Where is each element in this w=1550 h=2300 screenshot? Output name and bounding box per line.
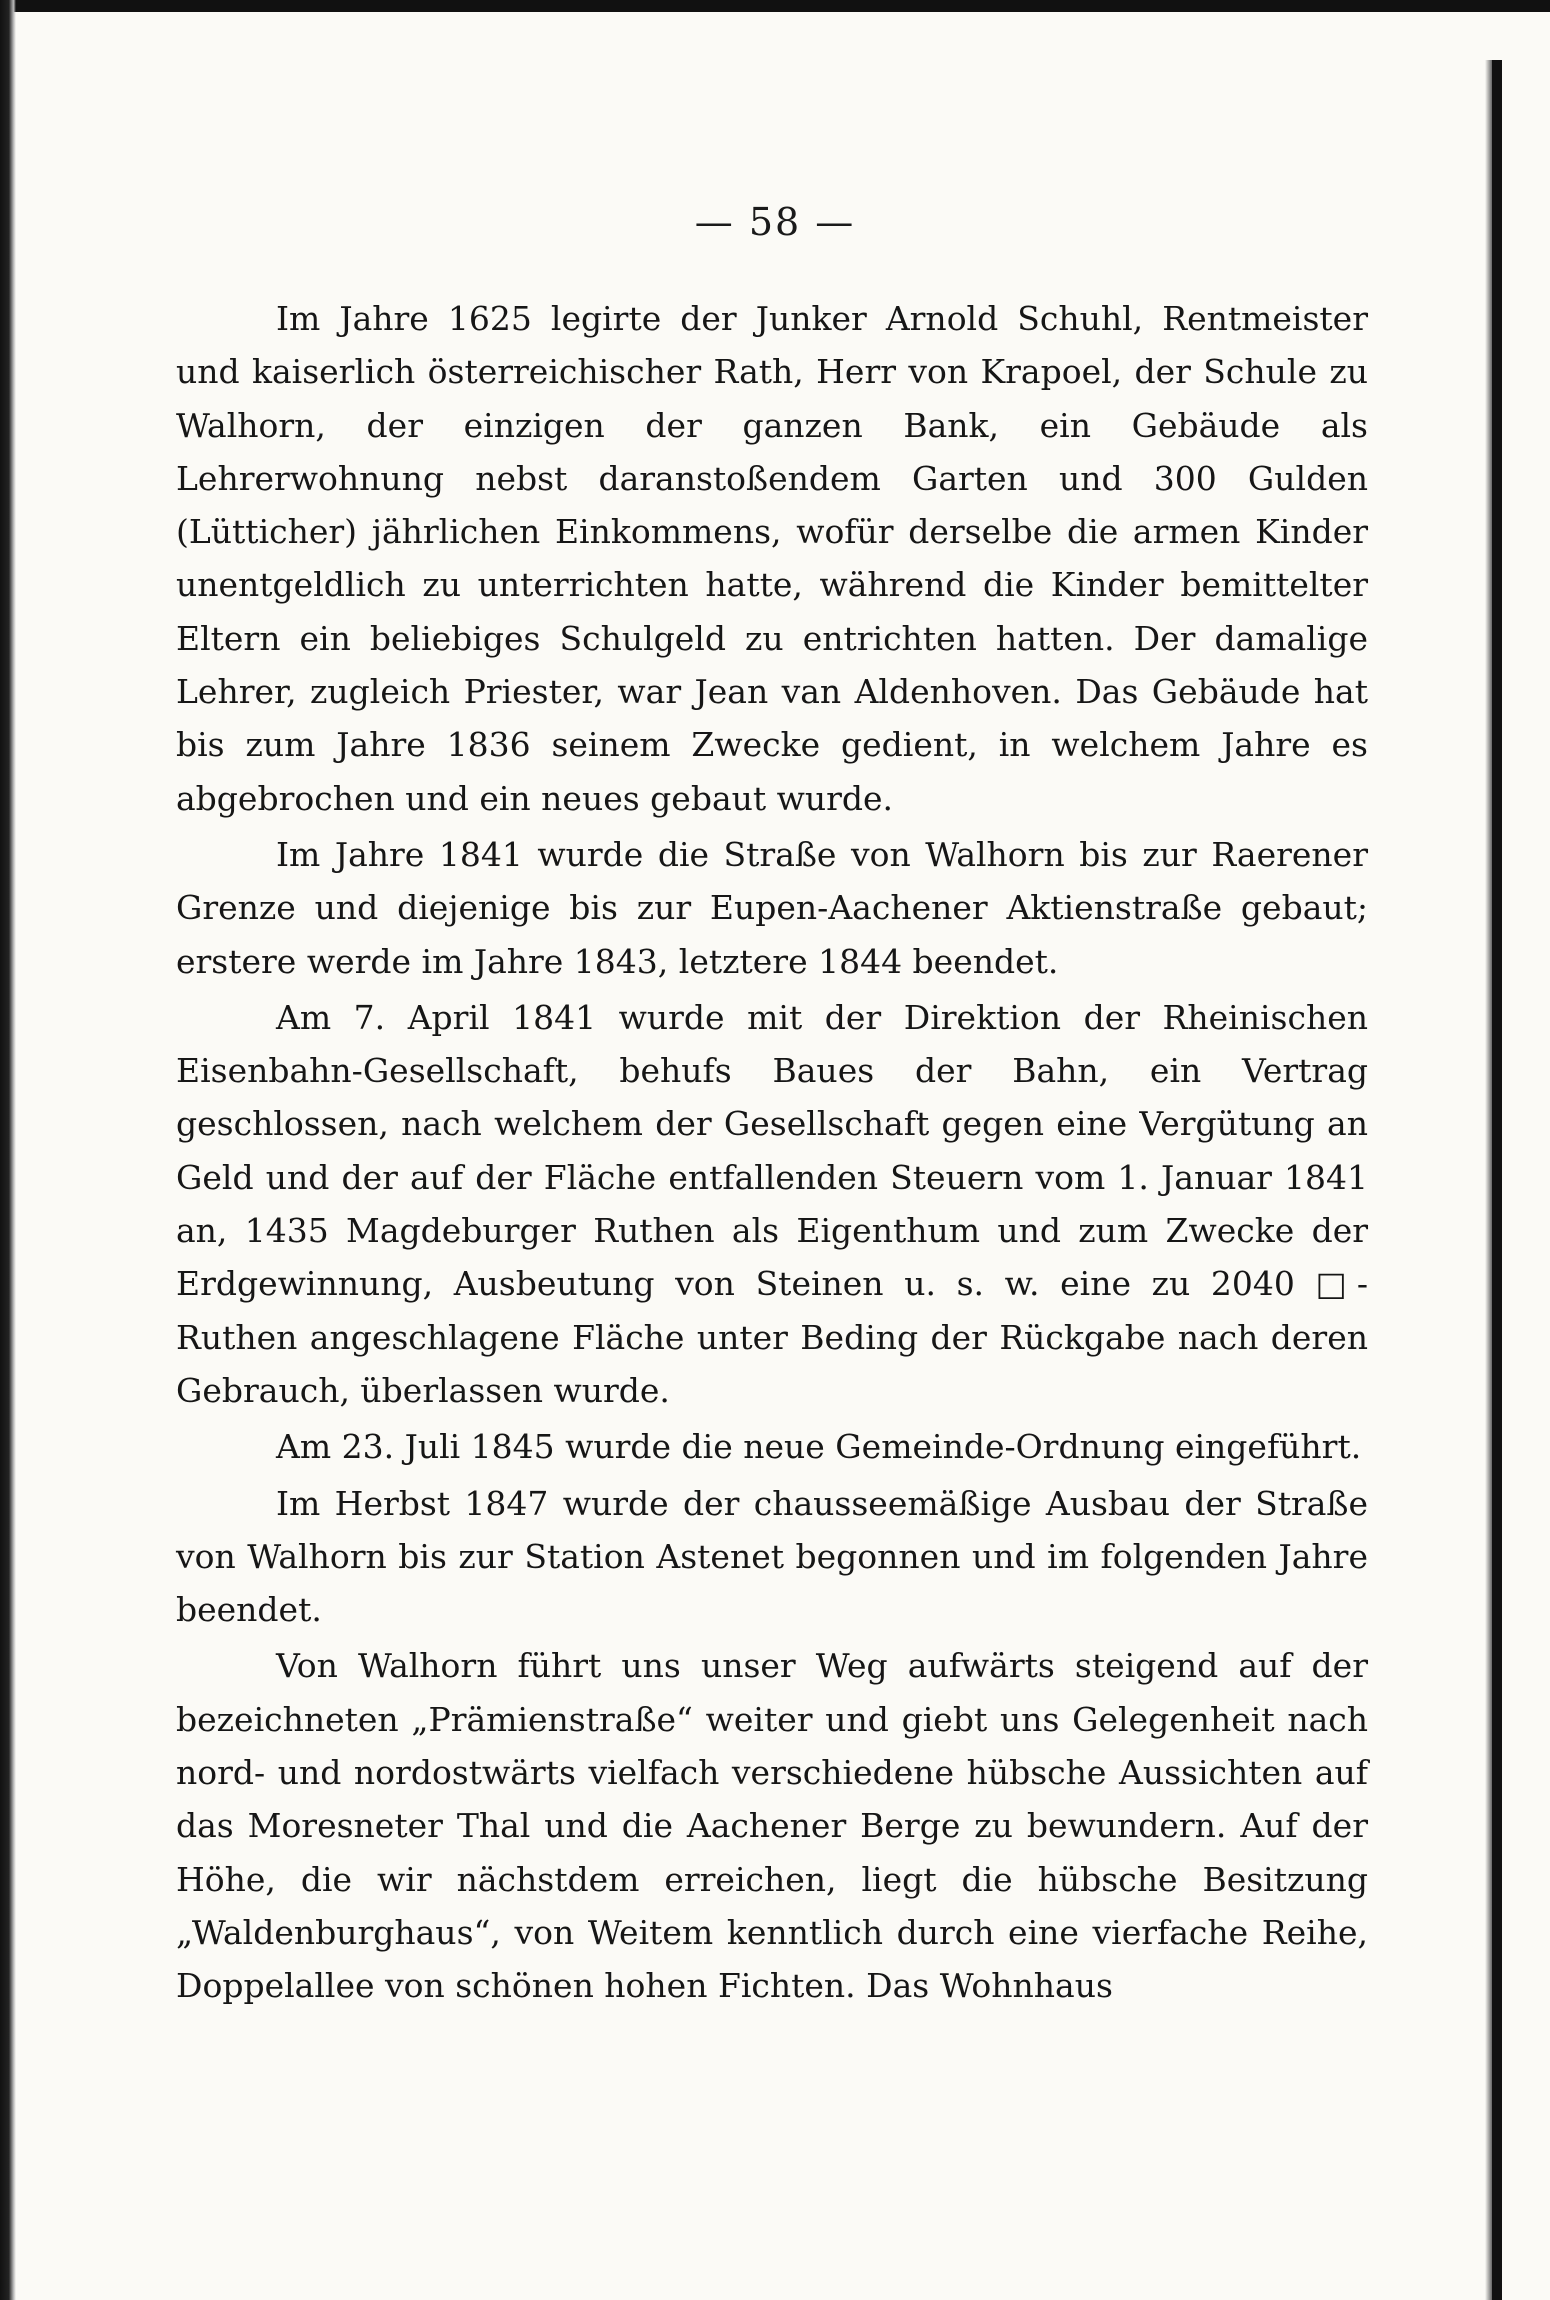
paragraph-school-1625: Im Jahre 1625 legirte der Junker Arnold Schuhl, Rentmeister und kaiserlich österreichischer Rath, Herr von Krapoel, der Schule zu Walhorn, der einzigen der ganzen Bank, ein Gebäude als Lehrerwohnung nebst daranstoßendem Garten und 300 Gulden (Lütticher) jährlichen Einkommens, wofür derselbe die armen Kinder unentgeldlich zu unterrichten hatte, während die Kinder bemittelter Eltern ein beliebiges Schulgeld zu entrichten hatten. Der damalige Lehrer, zugleich Priester, war Jean van Aldenhoven. Das Gebäude hat bis zum Jahre 1836 seinem Zwecke gedient, in welchem Jahre es abgebrochen und ein neues gebaut wurde. xyxy=(176,299,1368,818)
paragraph-road-1847: Im Herbst 1847 wurde der chausseemäßige Ausbau der Straße von Walhorn bis zur Station Astenet begonnen und im folgenden Jahre beendet. xyxy=(176,1483,1368,1630)
scan-edge-left xyxy=(0,0,16,2300)
paragraph-railway-1841: Am 7. April 1841 wurde mit der Direktion der Rheinischen Eisenbahn-Gesellschaft, behufs Baues der Bahn, ein Vertrag geschlossen, nach welchem der Gesellschaft gegen eine Vergütung an Geld und der auf der Fläche entfallenden Steuern vom 1. Januar 1841 an, 1435 Magdeburger Ruthen als Eigenthum und zum Zwecke der Erdgewinnung, Ausbeutung von Steinen u. s. w. eine zu 2040 □-Ruthen angeschlagene Fläche unter Beding der Rückgabe nach deren Gebrauch, überlassen wurde. xyxy=(176,997,1368,1410)
scan-edge-top xyxy=(0,0,1550,12)
paragraph-ordinance-1845: Am 23. Juli 1845 wurde die neue Gemeinde-Ordnung eingeführt. xyxy=(276,1427,1362,1467)
body-text xyxy=(176,292,1368,2013)
paragraph-road-1841: Im Jahre 1841 wurde die Straße von Walhorn bis zur Raerener Grenze und diejenige bis zur Eupen-Aachener Aktienstraße gebaut; erstere werde im Jahre 1843, letztere 1844 beendet. xyxy=(176,834,1368,981)
paragraph-walhorn-route: Von Walhorn führt uns unser Weg aufwärts steigend auf der bezeichneten „Prämienstraße“ weiter und giebt uns Gelegenheit nach nord- und nordostwärts vielfach verschiedene hübsche Aussichten auf das Moresneter Thal und die Aachener Berge zu bewundern. Auf der Höhe, die wir nächstdem erreichen, liegt die hübsche Besitzung „Waldenburghaus“, von Weitem kenntlich durch eine vierfache Reihe, Doppelallee von schönen hohen Fichten. Das Wohnhaus xyxy=(176,1646,1368,2006)
scan-edge-right xyxy=(1492,60,1502,2300)
scan-edge-right-shade xyxy=(1485,60,1492,2300)
page-number: — 58 — xyxy=(694,200,856,244)
